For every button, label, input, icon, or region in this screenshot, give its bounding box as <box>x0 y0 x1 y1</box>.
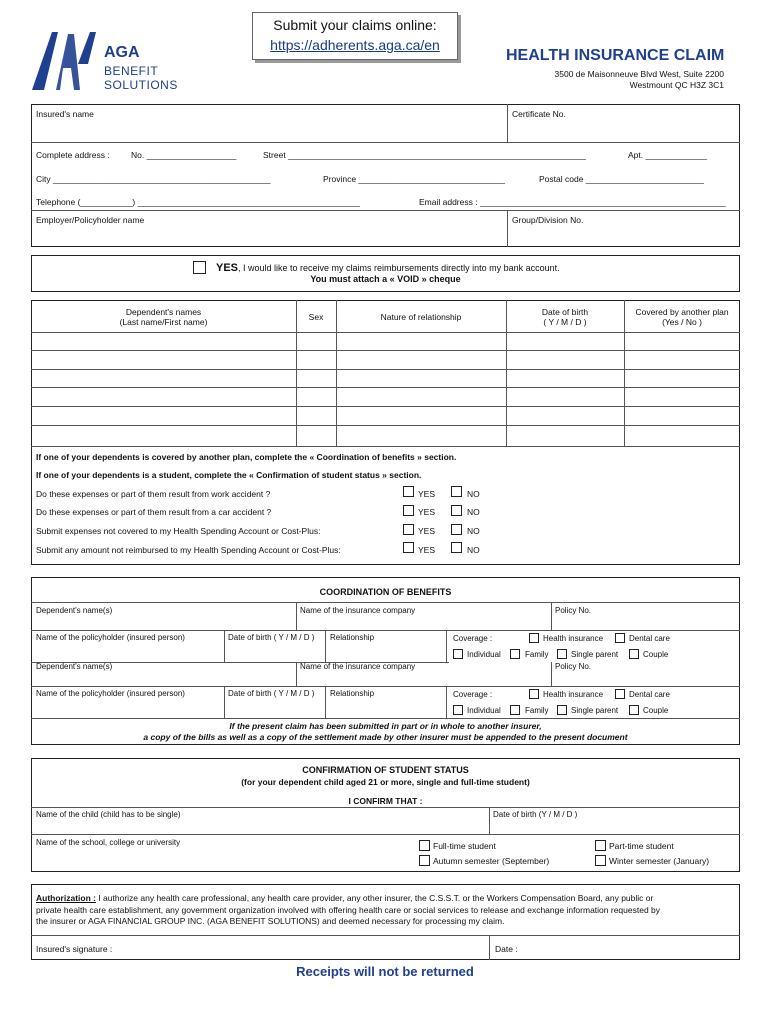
question-car-accident: Do these expenses or part of them result from a car accident ? <box>36 507 272 517</box>
cob-dependents-label-1: Dependent's name(s) <box>36 606 113 615</box>
hsa-reimburse-no-label: NO <box>467 545 480 555</box>
work-accident-no-checkbox[interactable] <box>451 486 462 497</box>
logo <box>30 24 180 96</box>
receipts-note: Receipts will not be returned <box>296 964 474 979</box>
col-relationship: Nature of relationship <box>380 312 462 322</box>
question-hsa-submit: Submit expenses not covered to my Health Spending Account or Cost-Plus: <box>36 526 321 536</box>
student-title: CONFIRMATION OF STUDENT STATUS <box>302 765 469 775</box>
cob-policyholder-label-2: Name of the policyholder (insured person) <box>36 689 185 698</box>
col-dob <box>506 307 624 327</box>
logo-line2: BENEFIT <box>104 64 159 78</box>
autumn-label: Autumn semester (September) <box>433 856 550 866</box>
cob-dental-checkbox-1[interactable] <box>615 633 625 643</box>
submit-text: Submit your claims online: <box>273 17 437 33</box>
parttime-checkbox[interactable] <box>595 840 606 851</box>
car-accident-no-label: NO <box>467 507 480 517</box>
insured-name-label: Insured's name <box>36 109 94 119</box>
cob-individual-checkbox-2[interactable] <box>453 705 463 715</box>
hsa-submit-yes-label: YES <box>418 526 436 536</box>
cob-health-label-2: Health insurance <box>543 690 604 699</box>
col-sex: Sex <box>308 312 324 322</box>
col-covered-line1: Covered by another plan <box>635 307 729 317</box>
cob-individual-checkbox-1[interactable] <box>453 649 463 659</box>
cob-family-label-2: Family <box>525 706 549 715</box>
student-confirm: I CONFIRM THAT : <box>348 796 423 806</box>
note-student: If one of your dependents is a student, complete the « Confirmation of student status » section. <box>36 470 422 480</box>
cob-health-checkbox-2[interactable] <box>529 689 539 699</box>
address-label: Complete address : <box>36 150 110 160</box>
direct-deposit-text <box>216 262 560 274</box>
cob-single-parent-label-1: Single parent <box>571 650 619 659</box>
col-covered <box>624 307 740 327</box>
cob-single-parent-checkbox-2[interactable] <box>557 705 567 715</box>
cob-health-label-1: Health insurance <box>543 634 604 643</box>
cob-policy-label-1: Policy No. <box>555 606 592 615</box>
cob-couple-checkbox-1[interactable] <box>629 649 639 659</box>
city-field[interactable]: City ______________________________________________ <box>36 174 271 184</box>
hsa-submit-no-label: NO <box>467 526 480 536</box>
winter-checkbox[interactable] <box>595 855 606 866</box>
cob-note-1: If the present claim has been submitted in part or in whole to another insurer, <box>229 721 542 731</box>
col-dob-line2: ( Y / M / D ) <box>543 317 587 327</box>
car-accident-yes-label: YES <box>418 507 436 517</box>
cob-dob-label-1: Date of birth ( Y / M / D ) <box>228 633 315 642</box>
question-work-accident: Do these expenses or part of them result from work accident ? <box>36 489 271 499</box>
cob-family-checkbox-1[interactable] <box>510 649 520 659</box>
work-accident-yes-checkbox[interactable] <box>403 486 414 497</box>
child-name-label: Name of the child (child has to be single) <box>36 810 181 819</box>
work-accident-no-label: NO <box>467 489 480 499</box>
hsa-submit-yes-checkbox[interactable] <box>403 524 414 535</box>
logo-line1: AGA <box>104 44 140 61</box>
cob-policyholder-label-1: Name of the policyholder (insured person) <box>36 633 185 642</box>
email-field[interactable]: Email address : ____________________________________________________ <box>419 197 726 207</box>
certificate-label: Certificate No. <box>512 109 566 119</box>
hsa-reimburse-yes-label: YES <box>418 545 436 555</box>
cob-coverage-label-2: Coverage : <box>453 690 493 699</box>
school-label: Name of the school, college or university <box>36 838 181 847</box>
authorization-text-1: I authorize any health care professional, any health care provider, any other insurer, the C.S.S.T. or the Workers Compensation Board, any public or <box>95 893 654 903</box>
authorization-line-3: the insurer or AGA FINANCIAL GROUP INC. (AGA BENEFIT SOLUTIONS) and deemed necessary for processing my claim. <box>36 916 505 926</box>
cob-couple-label-2: Couple <box>643 706 669 715</box>
hsa-submit-no-checkbox[interactable] <box>451 524 462 535</box>
autumn-checkbox[interactable] <box>419 855 430 866</box>
address-street-field[interactable]: Street _______________________________________________________________ <box>263 150 586 160</box>
address-apt-field[interactable]: Apt. _____________ <box>628 150 707 160</box>
direct-deposit-description: , I would like to receive my claims reimbursements directly into my bank account. <box>238 263 560 273</box>
cob-relationship-label-1: Relationship <box>330 633 375 642</box>
cob-individual-label-1: Individual <box>467 650 501 659</box>
cob-single-parent-checkbox-1[interactable] <box>557 649 567 659</box>
cob-individual-label-2: Individual <box>467 706 501 715</box>
cob-dental-checkbox-2[interactable] <box>615 689 625 699</box>
date-label: Date : <box>495 944 518 954</box>
logo-mark <box>30 24 100 94</box>
direct-deposit-yes: YES <box>216 262 239 274</box>
fulltime-label: Full-time student <box>433 841 496 851</box>
cob-note-2: a copy of the bills as well as a copy of the settlement made by other insurer must be appended to the present document <box>143 732 628 742</box>
address-no-field[interactable]: No. ___________________ <box>131 150 237 160</box>
hsa-reimburse-no-checkbox[interactable] <box>451 542 462 553</box>
cob-dental-label-1: Dental care <box>629 634 670 643</box>
col-dependent-name-line1: Dependent's names <box>125 307 202 317</box>
employer-label: Employer/Policyholder name <box>36 215 145 225</box>
company-address-1: 3500 de Maisonneuve Blvd West, Suite 2200 <box>554 69 724 79</box>
col-dependent-name-line2: (Last name/First name) <box>119 317 208 327</box>
submit-url-link[interactable]: https://adherents.aga.ca/en <box>270 37 440 53</box>
online-submit-box <box>252 12 458 60</box>
cob-coverage-label-1: Coverage : <box>453 634 493 643</box>
cob-couple-checkbox-2[interactable] <box>629 705 639 715</box>
car-accident-yes-checkbox[interactable] <box>403 505 414 516</box>
cob-dependents-label-2: Dependent's name(s) <box>36 662 113 671</box>
cob-couple-label-1: Couple <box>643 650 669 659</box>
page-title: HEALTH INSURANCE CLAIM <box>506 47 725 64</box>
cob-single-parent-label-2: Single parent <box>571 706 619 715</box>
child-dob-label: Date of birth (Y / M / D ) <box>493 810 578 819</box>
signature-label: Insured's signature : <box>36 944 113 954</box>
company-address-2: Westmount QC H3Z 3C1 <box>629 80 724 90</box>
cob-relationship-label-2: Relationship <box>330 689 375 698</box>
col-dob-line1: Date of birth <box>541 307 589 317</box>
winter-label: Winter semester (January) <box>609 856 710 866</box>
logo-line3: SOLUTIONS <box>104 78 178 92</box>
cob-policy-label-2: Policy No. <box>555 662 592 671</box>
student-subtitle: (for your dependent child aged 21 or more, single and full-time student) <box>241 777 530 787</box>
question-hsa-reimburse: Submit any amount not reimbursed to my Health Spending Account or Cost-Plus: <box>36 545 341 555</box>
group-label: Group/Division No. <box>512 215 584 225</box>
col-covered-line2: (Yes / No ) <box>662 317 702 327</box>
void-cheque-note: You must attach a « VOID » cheque <box>310 274 461 284</box>
parttime-label: Part-time student <box>609 841 674 851</box>
cob-company-label-2: Name of the insurance company <box>300 662 416 671</box>
authorization-label: Authorization : <box>36 893 96 903</box>
hsa-reimburse-yes-checkbox[interactable] <box>403 542 414 553</box>
direct-deposit-checkbox[interactable] <box>193 261 206 274</box>
cob-family-label-1: Family <box>525 650 549 659</box>
cob-dob-label-2: Date of birth ( Y / M / D ) <box>228 689 315 698</box>
work-accident-yes-label: YES <box>418 489 436 499</box>
cob-health-checkbox-1[interactable] <box>529 633 539 643</box>
col-dependent-name <box>31 307 296 327</box>
car-accident-no-checkbox[interactable] <box>451 505 462 516</box>
coordination-title: COORDINATION OF BENEFITS <box>319 587 452 597</box>
fulltime-checkbox[interactable] <box>419 840 430 851</box>
postal-code-field[interactable]: Postal code _________________________ <box>539 174 704 184</box>
authorization-line-2: private health care establishment, any government organization involved with offering health care or social services to release and exchange information requested by <box>36 905 661 915</box>
note-other-plan: If one of your dependents is covered by another plan, complete the « Coordination of benefits » section. <box>36 452 457 462</box>
telephone-field[interactable]: Telephone (___________) _______________________________________________ <box>36 197 360 207</box>
cob-company-label-1: Name of the insurance company <box>300 606 416 615</box>
province-field[interactable]: Province _______________________________ <box>323 174 505 184</box>
cob-family-checkbox-2[interactable] <box>510 705 520 715</box>
authorization-line-1 <box>36 893 653 903</box>
cob-dental-label-2: Dental care <box>629 690 670 699</box>
